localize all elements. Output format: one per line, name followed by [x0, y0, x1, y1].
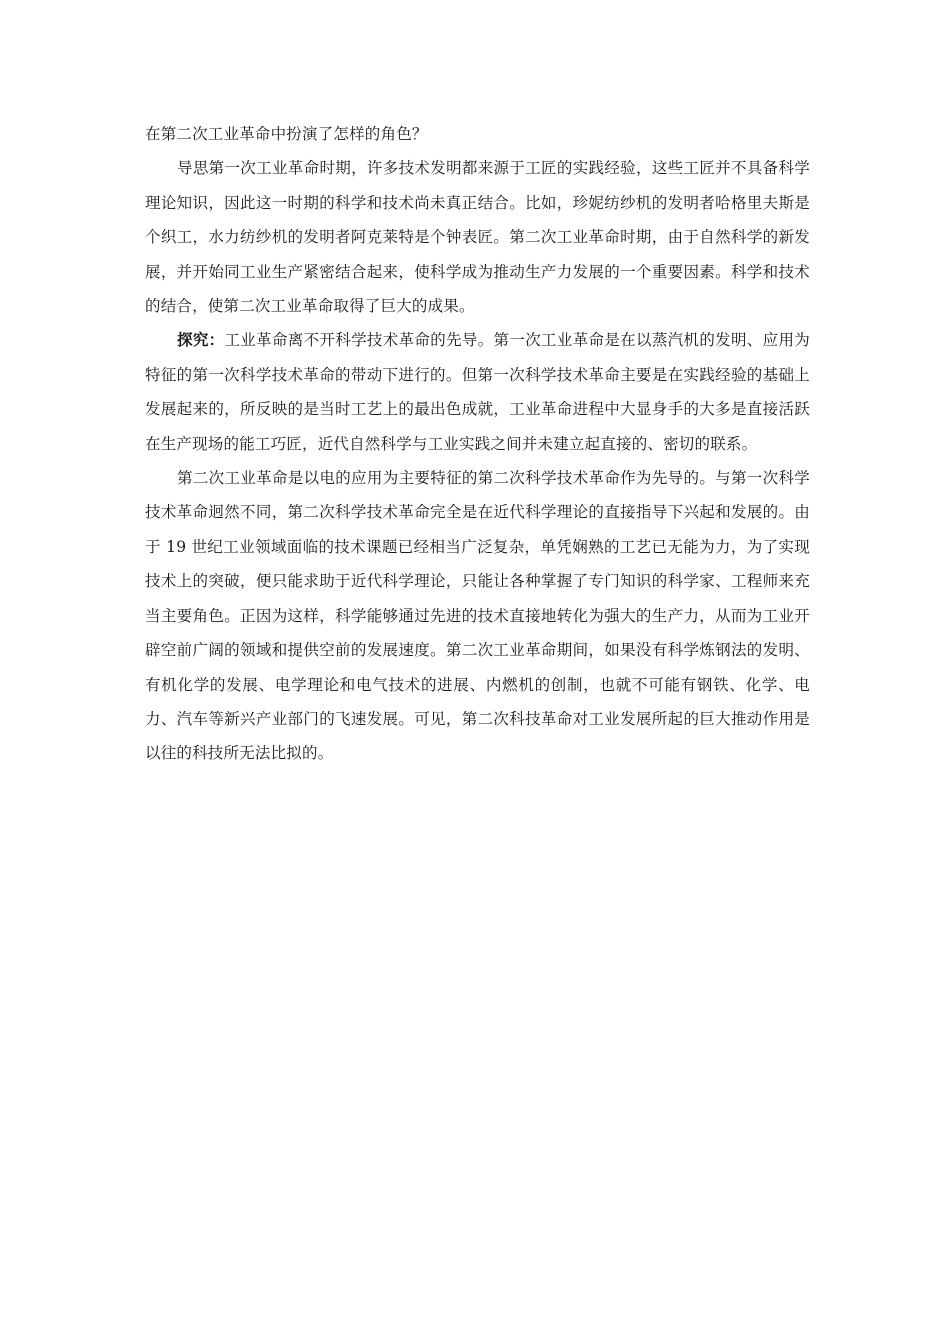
second-revolution-paragraph: 第二次工业革命是以电的应用为主要特征的第二次科学技术革命作为先导的。与第一次科学技术革命迥然不同，第二次科学技术革命完全是在近代科学理论的直接指导下兴起和发展的。由于 19 世纪工业领域面临的技术课题已经相当广泛复杂，单凭娴熟的工艺已无能为力，为了实现技术上的突破，便只能求助于近代科学理论，只能让各种掌握了专门知识的科学家、工程师来充当主要角色。正因为这样，科学能够通过先进的技术直接地转化为强大的生产力，从而为工业开辟空前广阔的领域和提供空前的发展速度。第二次工业革命期间，如果没有科学炼钢法的发明、有机化学的发展、电学理论和电气技术的进展、内燃机的创制，也就不可能有钢铁、化学、电力、汽车等新兴产业部门的飞速发展。可见，第二次科技革命对工业发展所起的巨大推动作用是以往的科技所无法比拟的。 [145, 469, 810, 763]
inquiry-text: 工业革命离不开科学技术革命的先导。第一次工业革命是在以蒸汽机的发明、应用为特征的第一次科学技术革命的带动下进行的。但第一次科学技术革命主要是在实践经验的基础上发展起来的，所反映的是当时工艺上的最出色成就，工业革命进程中大显身手的大多是直接活跃在生产现场的能工巧匠，近代自然科学与工业实践之间并未建立起直接的、密切的联系。 [145, 331, 810, 453]
inquiry-label: 探究： [177, 330, 225, 350]
guidance-paragraph: 导思第一次工业革命时期，许多技术发明都来源于工匠的实践经验，这些工匠并不具备科学理论知识，因此这一时期的科学和技术尚未真正结合。比如，珍妮纺纱机的发明者哈格里夫斯是个织工，水力纺纱机的发明者阿克莱特是个钟表匠。第二次工业革命时期，由于自然科学的新发展，并开始同工业生产紧密结合起来，使科学成为推动生产力发展的一个重要因素。科学和技术的结合，使第二次工业革命取得了巨大的成果。 [145, 159, 810, 316]
question-continuation-paragraph: 在第二次工业革命中扮演了怎样的角色？ [145, 125, 428, 143]
inquiry-paragraph [145, 323, 810, 461]
document-body [145, 117, 810, 771]
